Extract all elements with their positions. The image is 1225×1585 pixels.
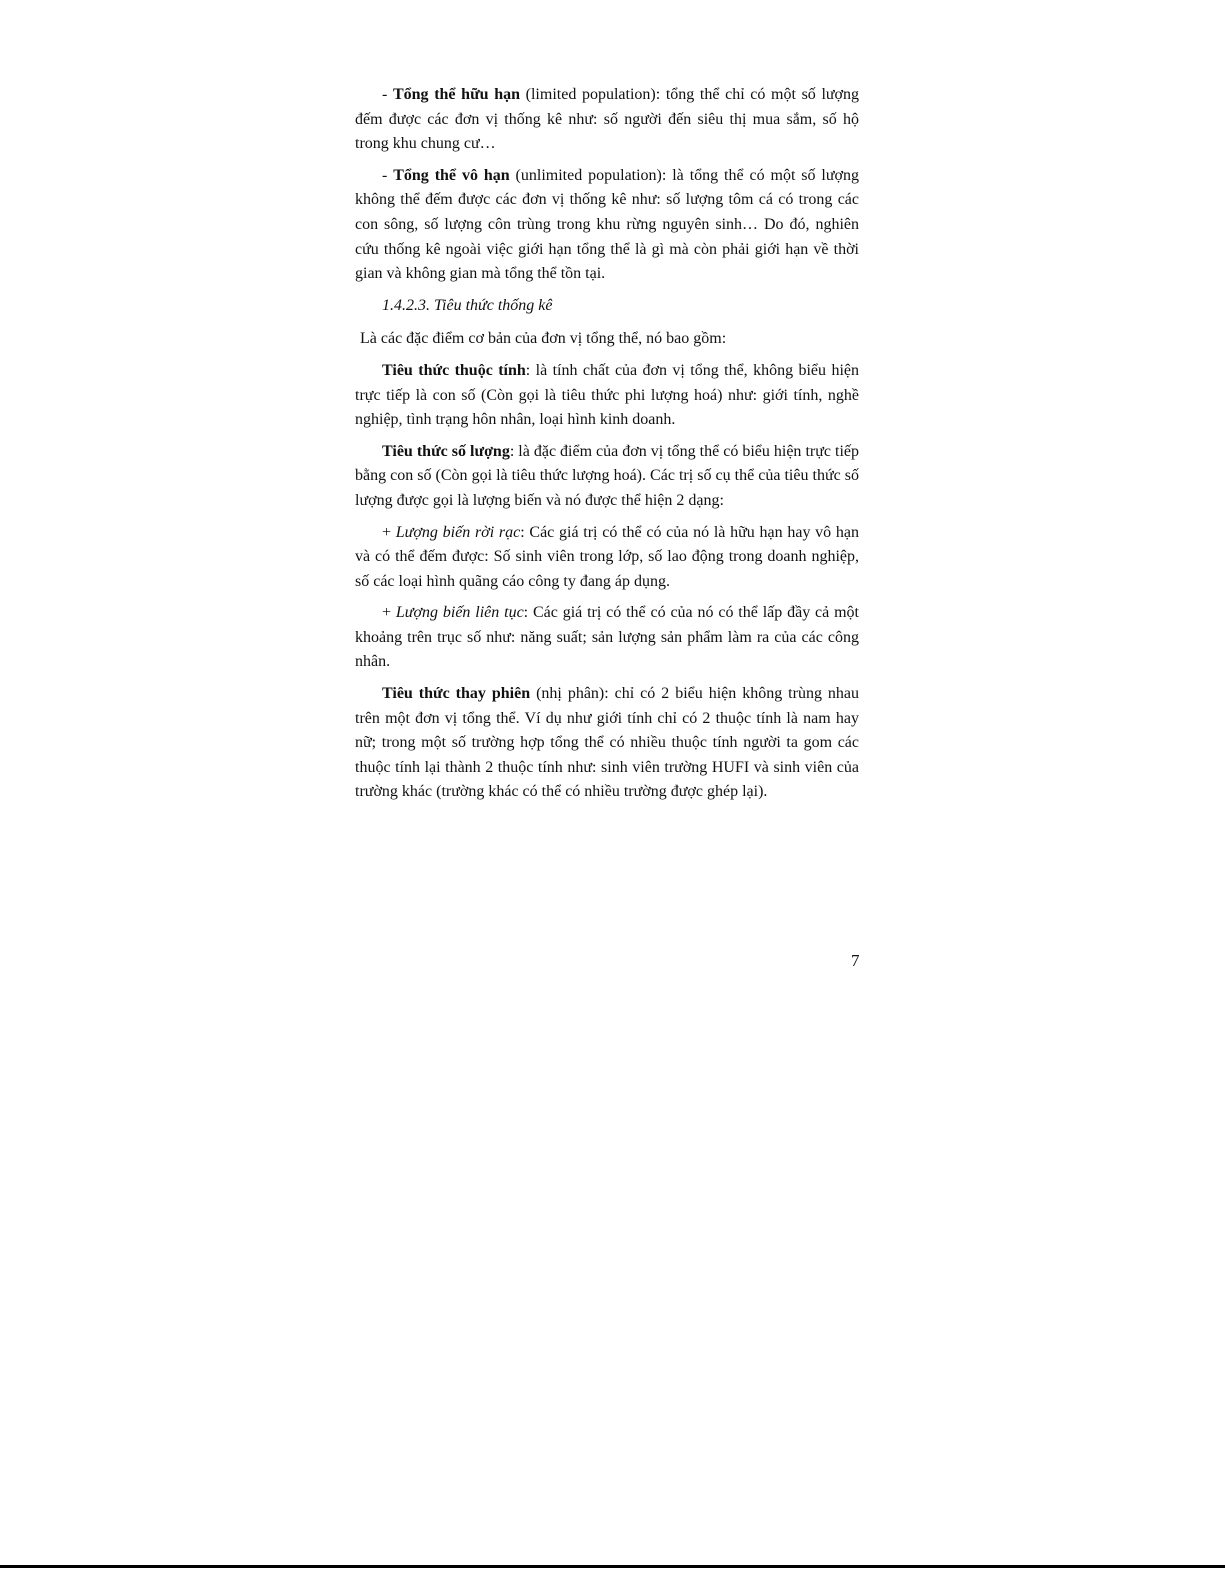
section-heading: 1.4.2.3. Tiêu thức thống kê	[382, 296, 553, 314]
term-continuous-variable: Lượng biến liên tục	[395, 604, 524, 622]
paragraph-discrete-variable	[355, 521, 859, 595]
paragraph-intro: Là các đặc điểm cơ bản của đơn vị tổng thể, nó bao gồm:	[360, 330, 727, 348]
term-unlimited-population: Tổng thể vô hạn	[393, 166, 510, 184]
term-quantity-criterion: Tiêu thức số lượng	[382, 442, 510, 460]
paragraph-binary-criterion	[355, 682, 859, 805]
definition-limited-population: (limited population): tổng thể chỉ có một số lượng đếm được các đơn vị thống kê như: số người đến siêu thị mua sắm, số hộ trong khu chung cư…	[355, 86, 860, 153]
definition-attribute-criterion: : là tính chất của đơn vị tổng thể, không biểu hiện trực tiếp là con số (Còn gọi là tiêu thức phi lượng hoá) như: giới tính, nghề nghiệp, tình trạng hôn nhân, loại hình kinh doanh.	[355, 361, 859, 429]
term-binary-criterion: Tiêu thức thay phiên	[382, 685, 531, 703]
term-discrete-variable: Lượng biến rời rạc	[395, 523, 521, 541]
definition-continuous-variable: : Các giá trị có thể có của nó có thể lấp đầy cả một khoảng trên trục số như: năng suất; sản lượng sản phẩm làm ra của các công nhân.	[355, 604, 859, 671]
paragraph-unlimited-population	[355, 164, 859, 287]
bottom-border-line	[0, 1565, 1225, 1568]
bullet-plus: +	[382, 604, 396, 622]
document-body	[355, 83, 859, 812]
definition-discrete-variable: : Các giá trị có thể có của nó là hữu hạn hay vô hạn và có thể đếm được: Số sinh viên trong lớp, số lao động trong doanh nghiệp, số các loại hình quãng cáo công ty đang áp dụng.	[355, 523, 860, 590]
definition-unlimited-population: (unlimited population): là tổng thể có một số lượng không thể đếm được các đơn vị thống kê như: số lượng tôm cá có trong các con sông, số lượng côn trùng trong khu rừng nguyên sinh… Do đó, nghiên cứu thống kê ngoài việc giới hạn tổng thể là gì mà còn phải giới hạn về thời gian và không gian mà tổng thể tồn tại.	[355, 166, 860, 283]
bullet-plus: +	[382, 523, 396, 541]
bullet-dash: -	[382, 166, 394, 184]
paragraph-attribute-criterion	[355, 359, 859, 433]
bullet-dash: -	[382, 86, 393, 103]
paragraph-continuous-variable	[355, 601, 859, 675]
page-number: 7	[851, 951, 860, 970]
paragraph-quantity-criterion	[355, 440, 859, 514]
definition-binary-criterion: (nhị phân): chỉ có 2 biểu hiện không trùng nhau trên một đơn vị tổng thể. Ví dụ như giới tính chỉ có 2 thuộc tính là nam hay nữ; trong một số trường hợp tổng thể có nhiều thuộc tính người ta gom các thuộc tính lại thành 2 thuộc tính như: sinh viên trường HUFI và sinh viên của trường khác (trường khác có thể có nhiều trường được ghép lại).	[355, 685, 860, 801]
definition-quantity-criterion: : là đặc điểm của đơn vị tổng thể có biểu hiện trực tiếp bằng con số (Còn gọi là tiêu thức lượng hoá). Các trị số cụ thể của tiêu thức số lượng được gọi là lượng biến và nó được thể hiện 2 dạng:	[355, 442, 859, 509]
term-limited-population: Tổng thể hữu hạn	[392, 86, 521, 103]
paragraph-limited-population	[355, 83, 859, 157]
term-attribute-criterion: Tiêu thức thuộc tính	[382, 361, 526, 379]
